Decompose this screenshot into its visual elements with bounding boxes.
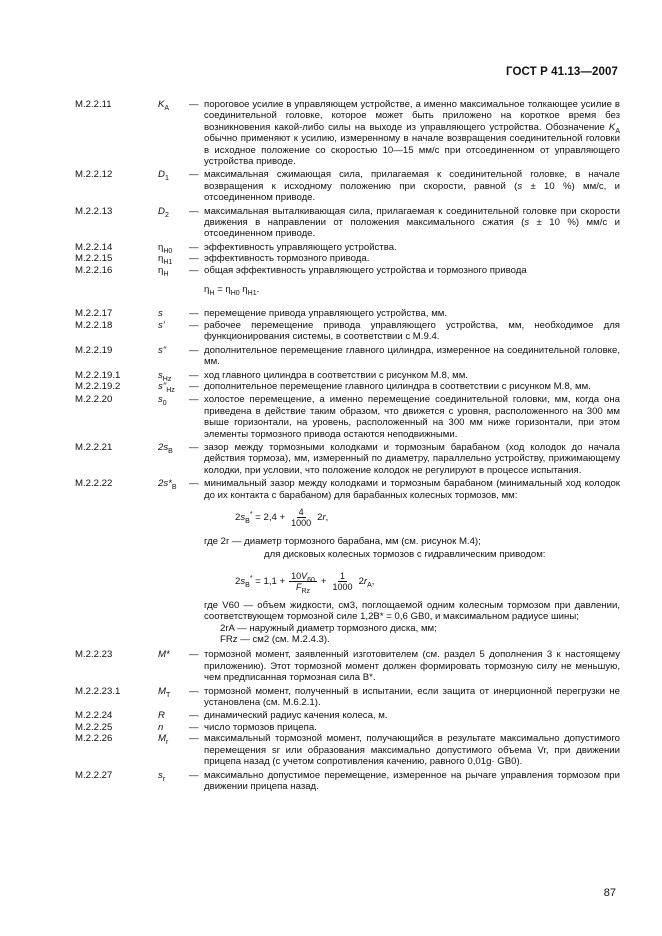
symbol: $M_T$	[158, 685, 171, 699]
definition-text: максимальный тормозной момент, получающийся в результате максимально допустимого перемещения sr или образования максимально допустимого объема Vr, при движении прицепа назад (с учетом сопротивления качению, равного 0,01g· GB0).	[204, 733, 620, 768]
definition-item: М.2.2.23 M* — тормозной момент, заявленный изготовителем (см. раздел 5 дополнения 3 к настоящему приложению). Этот тормозной момент должен формировать тормозную силу не меньшую, чем предписанная тормозная сила B*.	[75, 649, 620, 684]
symbol: $2s*_B$	[158, 478, 177, 492]
symbol: s	[158, 307, 163, 319]
definition-item: М.2.2.27 $s_r$ — максимально допустимое перемещение, измеренное на рычаге управления тормозом при движении прицепа назад.	[75, 769, 620, 792]
symbol: $D_1$	[158, 169, 169, 183]
symbol: $\eta_H$	[158, 264, 169, 278]
clause-number: М.2.2.18	[75, 319, 113, 331]
definition-item: М.2.2.15 $\eta_{H1}$ — эффективность тормозного привода.	[75, 253, 620, 264]
definition-text: минимальный зазор между колодками и тормозным барабаном (минимальный ход колодок до их контакта с барабаном) для барабанных колесных тормозов, мм:	[204, 478, 620, 501]
definition-item: М.2.2.25 n — число тормозов прицепа.	[75, 722, 620, 733]
clause-number: М.2.2.24	[75, 710, 113, 722]
definition-text: тормозной момент, полученный в испытании, если защита от инерционной перегрузки не установлена (см. М.6.2.1).	[204, 685, 620, 709]
where-2r-text: где 2r — диаметр тормозного барабана, мм (см. рисунок М.4);	[204, 536, 481, 547]
symbol: s'	[158, 319, 165, 331]
page-number: 87	[603, 887, 616, 899]
clause-number: М.2.2.23	[75, 649, 113, 661]
definition-text: общая эффективность управляющего устройства и тормозного привода	[204, 264, 527, 276]
definition-text: пороговое усилие в управляющем устройстве, а именно максимальное толкающее усилие в соединительной головке, которое может быть приложено на короткое время без возникновения какой-либо силы на выходе из управляющего устройства. Обозначение $K_A$ обычно применяют к усилию, измеренному в начале возвращения соединительной головки в исходное положение со скоростью 10—15 мм/с при отсоединенном от управляющего устройства приводе.	[204, 99, 620, 168]
disc-clearance-formula: $2s_B^* = 1,1$ + $\frac{10V_{60}}{F_{Rz}}$ + $\frac{1}{1000}$ $2r_A$,	[235, 570, 375, 595]
symbol: $s_r$	[158, 769, 166, 783]
definition-item: М.2.2.17 s — перемещение привода управляющего устройства, мм.	[75, 308, 620, 319]
clause-number: М.2.2.19.2	[75, 380, 121, 392]
definition-item: М.2.2.22 $2s*_B$ — минимальный зазор между колодками и тормозным барабаном (минимальный ход колодок до их контакта с барабаном) для барабанных колесных тормозов, мм:	[75, 478, 620, 501]
clause-number: М.2.2.19.1	[75, 369, 121, 381]
definition-text: холостое перемещение, а именно перемещение соединительной головки, мм, когда она приведена в действие таким образом, что движется с уровня, расположенного на 300 мм выше горизонтали, на уровень, расположенный на 300 мм ниже горизонтали, при этом элементы тормозного привода остаются неподвижными.	[204, 394, 620, 440]
definition-item: М.2.2.26 $M_r$ — максимальный тормозной момент, получающийся в результате максимально допустимого перемещения sr или образования максимально допустимого объема Vr, при движении прицепа назад (с учетом сопротивления качению, равного 0,01g· GB0).	[75, 733, 620, 768]
clause-number: М.2.2.11	[75, 99, 112, 110]
page-header: ГОСТ Р 41.13—2007	[506, 66, 618, 78]
clause-number: М.2.2.15	[75, 253, 113, 265]
definition-item: М.2.2.16 $\eta_H$ — общая эффективность управляющего устройства и тормозного привода	[75, 265, 620, 276]
clause-number: М.2.2.19	[75, 344, 113, 356]
clause-number: М.2.2.21	[75, 441, 113, 453]
definition-text: рабочее перемещение привода управляющего устройства, мм, необходимое для функционирования системы, в соответствии с М.9.4.	[204, 319, 620, 343]
clause-number: М.2.2.26	[75, 733, 113, 745]
definition-text: число тормозов прицепа.	[204, 721, 317, 733]
disc-brake-intro: для дисковых колесных тормозов с гидравлическим приводом:	[264, 549, 546, 561]
symbol: $\eta_{H1}$	[158, 253, 173, 267]
clause-number: М.2.2.23.1	[75, 685, 121, 697]
definition-text: дополнительное перемещение главного цилиндра, измеренное на соединительной головке, мм.	[204, 344, 620, 368]
definition-item: М.2.2.23.1 $M_T$ — тормозной момент, полученный в испытании, если защита от инерционной перегрузки не установлена (см. М.6.2.1).	[75, 685, 620, 709]
clause-number: М.2.2.22	[75, 478, 113, 490]
definition-item: М.2.2.24 R — динамический радиус качения колеса, м.	[75, 710, 620, 721]
definition-item: М.2.2.20 $s_0$ — холостое перемещение, а именно перемещение соединительной головки, мм, когда она приведена в действие таким образом, что движется с уровня, расположенного на 300 мм выше горизонтали, на уровень, расположенный на 300 мм ниже горизонтали, при этом элементы тормозного привода остаются неподвижными.	[75, 394, 620, 440]
symbol: s"	[158, 344, 167, 356]
symbol: R	[158, 710, 165, 722]
definition-text: ход главного цилиндра в соответствии с рисунком М.8, мм.	[204, 369, 468, 381]
definition-text: динамический радиус качения колеса, м.	[204, 710, 388, 722]
definition-item: М.2.2.14 $\eta_{H0}$ — эффективность управляющего устройства.	[75, 242, 620, 253]
clause-number: М.2.2.17	[75, 307, 113, 319]
definitions-list	[75, 99, 620, 794]
symbol: $M_r$	[158, 733, 169, 747]
clause-number: М.2.2.25	[75, 721, 113, 733]
definition-item: М.2.2.19 s" — дополнительное перемещение главного цилиндра, измеренное на соединительной головке, мм.	[75, 344, 620, 368]
definition-text: зазор между тормозными колодками и тормозным барабаном (ход колодок до начала действия тормоза), мм, измеренный по диаметру, параллельно устройству, прижимающему колодки, при условии, что положение колодок не регулируют в процессе испытания.	[204, 441, 620, 476]
symbol: $2s_B$	[158, 441, 173, 455]
definition-text: максимальная сжимающая сила, прилагаемая к соединительной головке, в начале возвращения к исходному положению при скорости, равной (s ± 10 %) мм/с, и отсоединенном приводе.	[204, 169, 620, 204]
clause-number: М.2.2.13	[75, 205, 113, 217]
notation-frz: FRz — см2 (см. М.2.4.3).	[220, 634, 330, 646]
efficiency-equation: $\eta_H = \eta_{H0}$ $\eta_{H1}$.	[204, 284, 260, 297]
clause-number: М.2.2.12	[75, 169, 113, 181]
definition-text: максимально допустимое перемещение, измеренное на рычаге управления тормозом при движении прицепа назад.	[204, 769, 620, 792]
symbol: $K_A$	[158, 99, 170, 112]
definition-text: перемещение привода управляющего устройства, мм.	[204, 307, 448, 319]
symbol: $D_2$	[158, 205, 169, 219]
symbol: $s_{Hz}$	[158, 369, 172, 383]
definition-text: эффективность управляющего устройства.	[204, 241, 397, 253]
symbol: M*	[158, 649, 170, 661]
definition-item: М.2.2.12 $D_1$ — максимальная сжимающая сила, прилагаемая к соединительной головке, в начале возвращения к исходному положению при скорости, равной (s ± 10 %) мм/с, и отсоединенном приводе.	[75, 169, 620, 204]
definition-text: эффективность тормозного привода.	[204, 253, 370, 265]
symbol: $\eta_{H0}$	[158, 241, 173, 255]
notation-v60: где V60 — объем жидкости, см3, поглощаемой одним колесным тормозом при давлении, соответствующем тормозной силе 1,2B* = 0,6 GB0, и максимальном радиусе шины;	[204, 599, 620, 623]
definition-item: М.2.2.21 $2s_B$ — зазор между тормозными колодками и тормозным барабаном (ход колодок до начала действия тормоза), мм, измеренный по диаметру, параллельно устройству, прижимающему колодки, при условии, что положение колодок не регулируют в процессе испытания.	[75, 441, 620, 476]
definition-text: тормозной момент, заявленный изготовителем (см. раздел 5 дополнения 3 к настоящему приложению). Этот тормозной момент должен формировать тормозную силу не меньшую, чем предписанная тормозная сила B*.	[204, 649, 620, 684]
clause-number: М.2.2.14	[75, 241, 113, 253]
clause-number: М.2.2.20	[75, 394, 113, 406]
formula-notation-list	[204, 600, 620, 646]
definition-item: М.2.2.19.1 $s_{Hz}$ — ход главного цилиндра в соответствии с рисунком М.8, мм.	[75, 370, 620, 381]
symbol: n	[158, 721, 164, 733]
clause-number: М.2.2.16	[75, 264, 113, 276]
definition-item: М.2.2.11 $K_A$ — пороговое усилие в управляющем устройстве, а именно максимальное толкающее усилие в соединительной головке, которое может быть приложено на короткое время без возникновения какой-либо силы на выходе из управляющего устройства. Обозначение $K_A$ обычно применяют к усилию, измеренному в начале возвращения соединительной головки в исходное положение со скоростью 10—15 мм/с при отсоединенном от управляющего устройства приводе.	[75, 99, 620, 168]
clause-number: М.2.2.27	[75, 769, 113, 781]
drum-formula-block	[204, 507, 620, 645]
symbol: $s_0$	[158, 394, 167, 408]
definition-item: М.2.2.19.2 $s"_{Hz}$ — дополнительное перемещение главного цилиндра в соответствии с рисунком М.8, мм.	[75, 381, 620, 392]
definition-item: М.2.2.18 s' — рабочее перемещение привода управляющего устройства, мм, необходимое для функционирования системы, в соответствии с М.9.4.	[75, 319, 620, 343]
definition-text: максимальная выталкивающая сила, прилагаемая к соединительной головке при скорости движения в направлении от положения максимального сжатия (s ± 10 %) мм/с и отсоединенном приводе.	[204, 205, 620, 240]
definition-item: М.2.2.13 $D_2$ — максимальная выталкивающая сила, прилагаемая к соединительной головке при скорости движения в направлении от положения максимального сжатия (s ± 10 %) мм/с и отсоединенном приводе.	[75, 205, 620, 240]
definition-text: дополнительное перемещение главного цилиндра в соответствии с рисунком М.8, мм.	[204, 380, 591, 392]
symbol: $s"_{Hz}$	[158, 380, 175, 394]
notation-ra: 2rA — наружный диаметр тормозного диска, мм;	[220, 622, 437, 634]
drum-clearance-formula: $2s_B^* = 2,4$ + $\frac{4}{1000}$ 2r,	[235, 507, 329, 528]
